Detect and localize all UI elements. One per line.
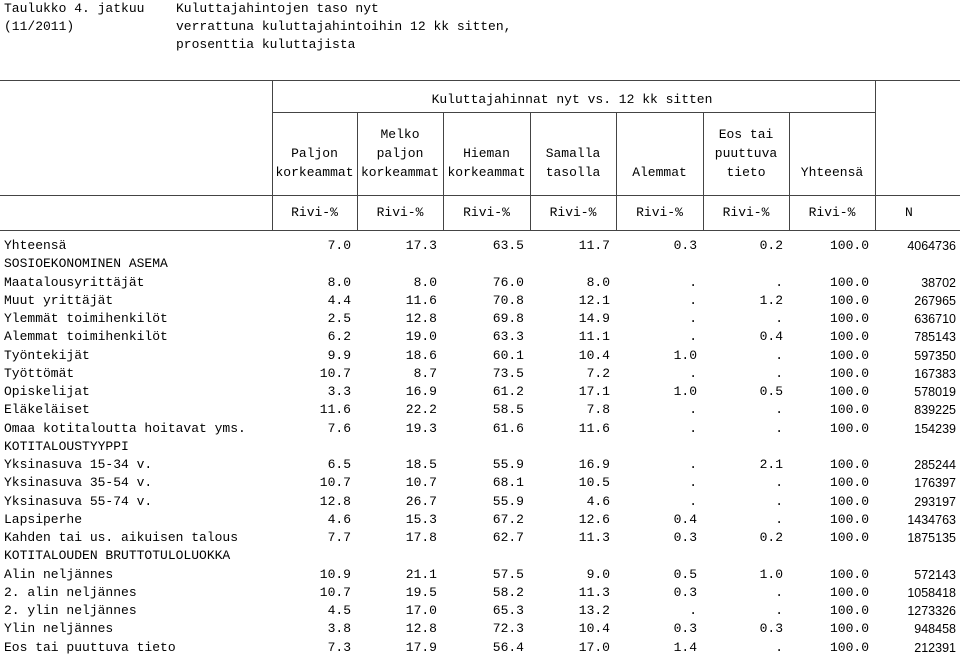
cell-value: 19.3 [405,420,437,436]
grid-line-vertical [875,80,876,230]
cell-n: 948458 [914,622,956,637]
cell-value: 1.0 [673,384,697,399]
cell-value: 10.7 [319,584,351,600]
unit-rivi-percent: Rivi-% [376,205,424,220]
cell-value: 0.5 [673,566,697,582]
cell-n: 578019 [914,385,956,399]
cell-value: 4.6 [327,511,351,527]
cell-n: 1273326 [907,604,956,618]
cell-value: 100.0 [829,457,869,472]
cell-value: 100.0 [829,621,869,637]
cell-value: 0.3 [673,238,697,253]
cell-value: 100.0 [829,365,869,381]
cell-value: 63.3 [492,329,524,345]
cell-value: 11.7 [578,238,610,253]
cell-value: 11.6 [319,402,351,418]
column-header-line: korkeammat [360,165,439,180]
group-header: Kuluttajahinnat nyt vs. 12 kk sitten [431,92,713,107]
row-label: Kahden tai us. aikuisen talous [4,530,239,545]
unit-rivi-percent: Rivi-% [808,205,856,220]
cell-value: 14.9 [578,311,610,326]
cell-value: 3.8 [327,621,351,637]
cell-value: . [689,311,697,326]
cell-value: . [689,493,697,509]
cell-value: 12.8 [405,621,437,637]
cell-n: 597350 [914,348,956,363]
column-header-line: korkeammat [447,165,526,180]
cell-value: 8.0 [413,274,437,290]
cell-value: 7.7 [327,530,351,545]
cell-value: 58.5 [492,402,524,418]
cell-value: 1.0 [759,566,783,582]
grid-line-horizontal [272,112,875,113]
cell-n: 1058418 [907,585,956,600]
cell-value: 7.0 [327,238,351,253]
cell-value: 0.3 [673,530,697,545]
cell-value: 8.7 [413,365,437,381]
cell-value: 0.2 [759,238,783,253]
cell-value: 56.4 [492,639,524,655]
row-label: 2. ylin neljännes [4,603,137,618]
cell-value: 100.0 [829,530,869,545]
cell-value: 17.8 [405,530,437,545]
cell-value: 100.0 [829,384,869,399]
unit-rivi-percent: Rivi-% [549,205,597,220]
row-label: Maatalousyrittäjät [4,274,145,290]
cell-value: 55.9 [492,493,524,509]
cell-value: 10.9 [319,566,351,582]
cell-value: 12.8 [405,311,437,326]
cell-value: 0.3 [673,584,697,600]
column-header-line: tieto [726,165,766,180]
cell-value: 8.0 [586,274,610,290]
cell-value: 17.9 [405,639,437,655]
cell-n: 285244 [914,458,956,472]
cell-value: 7.6 [327,420,351,436]
cell-value: 17.3 [405,238,437,253]
cell-value: 3.3 [327,384,351,399]
unit-n: N [905,205,913,220]
cell-value: 63.5 [492,238,524,253]
cell-value: . [689,329,697,345]
cell-value: 11.3 [578,530,610,545]
cell-n: 572143 [914,567,956,582]
cell-n: 38702 [921,275,956,290]
cell-value: 61.2 [492,384,524,399]
cell-value: . [775,311,783,326]
cell-n: 839225 [914,403,956,418]
column-header-line: Alemmat [632,165,687,180]
cell-value: 19.5 [405,584,437,600]
cell-value: 8.0 [327,274,351,290]
column-header-line: tasolla [545,165,601,180]
cell-value: . [689,457,697,472]
cell-value: 12.6 [578,511,610,527]
row-label: Alemmat toimihenkilöt [4,329,168,345]
row-label: Eläkeläiset [4,402,90,418]
cell-value: 22.2 [405,402,437,418]
cell-value: 100.0 [829,603,869,618]
cell-value: 65.3 [492,603,524,618]
cell-value: . [775,402,783,418]
table-number: Taulukko 4. jatkuu [4,1,145,16]
section-heading: KOTITALOUSTYYPPI [4,438,129,454]
grid-line-horizontal [0,80,960,81]
cell-value: 2.1 [759,457,783,472]
cell-value: 100.0 [829,511,869,527]
cell-value: . [775,639,783,655]
row-label: Eos tai puuttuva tieto [4,639,176,655]
cell-value: 0.4 [673,511,697,527]
cell-value: 68.1 [492,475,524,491]
column-header-line: Yhteensä [800,165,864,180]
cell-value: 11.6 [405,292,437,308]
row-label: Työntekijät [4,347,90,363]
cell-value: 11.1 [578,329,610,345]
cell-value: 61.6 [492,420,524,436]
cell-value: 26.7 [405,493,437,509]
cell-value: 0.5 [759,384,783,399]
cell-value: 55.9 [492,457,524,472]
cell-n: 293197 [914,494,956,509]
cell-value: . [775,511,783,527]
column-header-line: korkeammat [275,165,354,180]
cell-value: 1.4 [673,639,697,655]
cell-value: 100.0 [829,493,869,509]
cell-value: . [689,292,697,308]
cell-value: 2.5 [327,311,351,326]
cell-n: 1434763 [907,512,956,527]
cell-value: 100.0 [829,566,869,582]
cell-value: 6.5 [327,457,351,472]
cell-value: . [689,402,697,418]
cell-value: 100.0 [829,347,869,363]
cell-value: 4.6 [586,493,610,509]
cell-value: 57.5 [492,566,524,582]
cell-value: 0.2 [759,530,783,545]
cell-value: 100.0 [829,420,869,436]
table-title-line-3: prosenttia kuluttajista [176,37,356,52]
cell-n: 636710 [914,312,956,326]
unit-rivi-percent: Rivi-% [291,205,338,220]
cell-value: 17.0 [405,603,437,618]
cell-value: 10.5 [578,475,610,491]
cell-value: 0.3 [673,621,697,637]
cell-n: 267965 [914,293,956,308]
row-label: Lapsiperhe [4,511,83,527]
cell-n: 4064736 [907,239,956,253]
row-label: Ylin neljännes [4,621,114,637]
grid-line-horizontal [0,230,960,231]
cell-value: 13.2 [578,603,610,618]
cell-value: . [775,493,783,509]
cell-value: 19.0 [405,329,437,345]
row-label: Yksinasuva 15-34 v. [4,457,153,472]
section-heading: SOSIOEKONOMINEN ASEMA [4,256,168,272]
row-label: Yksinasuva 55-74 v. [4,493,153,509]
cell-value: . [689,475,697,491]
cell-value: 67.2 [492,511,524,527]
cell-value: 9.0 [586,566,610,582]
cell-value: 16.9 [405,384,437,399]
cell-value: 17.0 [578,639,610,655]
column-header-line: puuttuva [714,146,778,161]
cell-value: 62.7 [492,530,524,545]
row-label: Opiskelijat [4,384,90,399]
row-label: 2. alin neljännes [4,584,137,600]
row-label: Omaa kotitaloutta hoitavat yms. [4,420,246,436]
cell-value: 0.3 [759,621,783,637]
column-header-line: Melko [380,127,420,142]
cell-value: 10.7 [319,475,351,491]
table-title-line-1: Kuluttajahintojen taso nyt [176,1,379,16]
section-heading: KOTITALOUDEN BRUTTOTULOLUOKKA [4,548,231,564]
cell-value: 21.1 [405,566,437,582]
cell-value: 11.6 [578,420,610,436]
cell-n: 176397 [914,476,956,491]
unit-rivi-percent: Rivi-% [636,205,683,220]
cell-n: 212391 [914,640,956,655]
cell-value: 72.3 [492,621,524,637]
cell-value: 10.4 [578,621,610,637]
cell-value: 58.2 [492,584,524,600]
cell-value: 9.9 [327,347,351,363]
column-header-line: Eos tai [718,127,774,142]
column-header-line: Samalla [545,146,601,161]
cell-value: . [775,420,783,436]
cell-value: 100.0 [829,475,869,491]
cell-value: . [689,274,697,290]
grid-line-horizontal [0,195,960,196]
cell-value: 17.1 [578,384,610,399]
cell-value: 100.0 [829,311,869,326]
row-label: Yhteensä [4,238,67,253]
column-header-line: Paljon [291,146,338,161]
unit-rivi-percent: Rivi-% [463,205,510,220]
cell-value: 18.5 [405,457,437,472]
cell-value: 100.0 [829,584,869,600]
cell-value: 100.0 [829,238,869,253]
unit-rivi-percent: Rivi-% [722,205,770,220]
cell-value: 1.0 [673,347,697,363]
cell-n: 167383 [914,366,956,381]
cell-value: . [775,475,783,491]
cell-value: 12.8 [319,493,351,509]
cell-value: 4.4 [327,292,351,308]
cell-value: 10.7 [319,365,351,381]
row-label: Muut yrittäjät [4,292,114,308]
cell-value: . [775,584,783,600]
cell-value: 10.4 [578,347,610,363]
cell-value: 12.1 [578,292,610,308]
cell-value: 10.7 [405,475,437,491]
row-label: Ylemmät toimihenkilöt [4,311,168,326]
cell-value: 7.2 [586,365,610,381]
cell-value: 100.0 [829,402,869,418]
table-period: (11/2011) [4,19,75,34]
cell-value: 0.4 [759,329,783,345]
cell-n: 785143 [914,330,956,345]
cell-value: . [775,347,783,363]
cell-value: 100.0 [829,639,869,655]
cell-value: 60.1 [492,347,524,363]
row-label: Työttömät [4,365,75,381]
cell-value: . [689,420,697,436]
table-title-line-2: verrattuna kuluttajahintoihin 12 kk sitten, [176,19,512,34]
cell-n: 1875135 [907,531,956,545]
cell-value: 76.0 [492,274,524,290]
row-label: Yksinasuva 35-54 v. [4,475,153,491]
cell-value: 100.0 [829,292,869,308]
cell-value: 16.9 [578,457,610,472]
cell-value: 73.5 [492,365,524,381]
cell-value: 1.2 [759,292,783,308]
cell-value: 4.5 [327,603,351,618]
column-header-line: Hieman [463,146,510,161]
cell-value: 69.8 [492,311,524,326]
cell-value: . [775,274,783,290]
row-label: Alin neljännes [4,566,114,582]
cell-value: 7.3 [327,639,351,655]
cell-n: 154239 [914,421,956,436]
cell-value: 7.8 [586,402,610,418]
cell-value: . [689,603,697,618]
cell-value: . [775,603,783,618]
cell-value: 18.6 [405,347,437,363]
cell-value: 100.0 [829,329,869,345]
cell-value: 100.0 [829,274,869,290]
cell-value: . [775,365,783,381]
cell-value: 70.8 [492,292,524,308]
cell-value: 11.3 [578,584,610,600]
cell-value: 6.2 [327,329,351,345]
cell-value: 15.3 [405,511,437,527]
cell-value: . [689,365,697,381]
column-header-line: paljon [376,146,424,161]
